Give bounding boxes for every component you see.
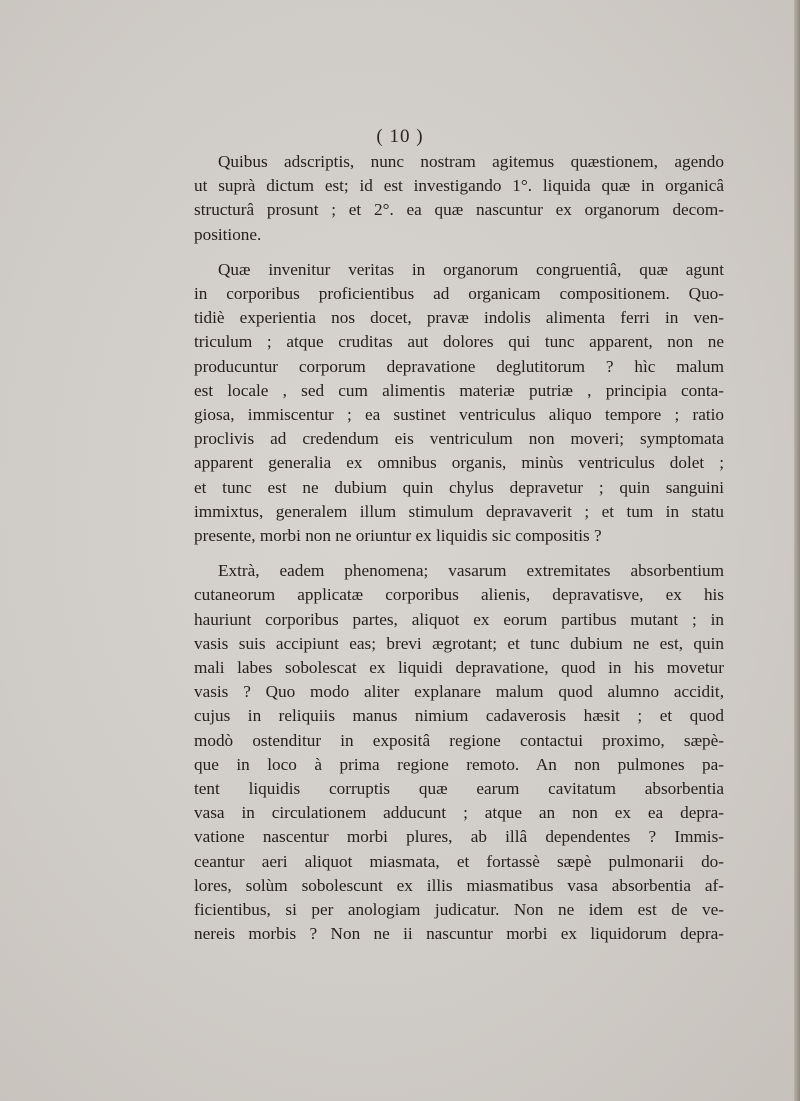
text-line: tent liquidis corruptis quæ earum cavitatum absorbentia — [194, 779, 724, 799]
text-line: lores, solùm sobolescunt ex illis miasmatibus vasa absorbentia af- — [194, 875, 724, 895]
text-line: immixtus, generalem illum stimulum depravaverit ; et tum in statu — [194, 501, 724, 521]
page-edge — [794, 0, 800, 1101]
text-line: nereis morbis ? Non ne ii nascuntur morbi ex liquidorum depra- — [194, 924, 724, 944]
text-line: est locale , sed cum alimentis materiæ putriæ , principia conta- — [194, 380, 724, 400]
text-line: Quibus adscriptis, nunc nostram agitemus quæstionem, agendo — [218, 152, 724, 171]
text-line: proclivis ad credendum eis ventriculum non moveri; symptomata — [194, 429, 724, 449]
paragraph-1 — [194, 150, 724, 247]
text-line: ut suprà dictum est; id est investigando 1°. liquida quæ in organicâ — [194, 176, 724, 196]
text-line: in corporibus proficientibus ad organicam compositionem. Quo- — [194, 284, 724, 304]
text-line: Quæ invenitur veritas in organorum congruentiâ, quæ agunt — [218, 259, 724, 279]
text-line: structurâ prosunt ; et 2°. ea quæ nascuntur ex organorum decom- — [194, 200, 724, 220]
text-line: apparent generalia ex omnibus organis, minùs ventriculus dolet ; — [194, 453, 724, 473]
text-line: Extrà, eadem phenomena; vasarum extremitates absorbentium — [218, 561, 724, 581]
body-text — [194, 150, 724, 947]
text-line: producuntur corporum depravatione deglutitorum ? hìc malum — [194, 356, 724, 376]
text-line: que in loco à prima regione remoto. An non pulmones pa- — [194, 754, 724, 774]
text-line: cujus in reliquiis manus nimium cadaverosis hæsit ; et quod — [194, 706, 724, 726]
text-line: vasis suis accipiunt eas; brevi ægrotant; et tunc dubium ne est, quin — [194, 633, 724, 653]
text-line: mali labes sobolescat ex liquidi depravatione, quod in his movetur — [194, 658, 724, 678]
text-line: et tunc est ne dubium quin chylus depravetur ; quin sanguini — [194, 477, 724, 497]
text-line: vasis ? Quo modo aliter explanare malum quod alumno accidit, — [194, 682, 724, 702]
text-line: presente, morbi non ne oriuntur ex liquidis sic compositis ? — [194, 526, 602, 546]
text-line: cutaneorum applicatæ corporibus alienis, depravatisve, ex his — [194, 585, 724, 605]
text-line: tidiè experientia nos docet, pravæ indolis alimenta ferri in ven- — [194, 308, 724, 328]
text-line: vasa in circulationem adducunt ; atque an non ex ea depra- — [194, 803, 724, 823]
text-line: vatione nascentur morbi plures, ab illâ dependentes ? Immis- — [194, 827, 724, 847]
text-line: positione. — [194, 224, 262, 244]
text-line: hauriunt corporibus partes, aliquot ex eorum partibus mutant ; in — [194, 609, 724, 629]
text-line: ficientibus, si per anologiam judicatur. Non ne idem est de ve- — [194, 900, 724, 920]
page-number: ( 10 ) — [376, 126, 424, 147]
text-line: ceantur aeri aliquot miasmata, et fortassè sæpè pulmonarii do- — [194, 851, 724, 871]
paragraph-2 — [194, 258, 724, 548]
text-line: giosa, immiscentur ; ea sustinet ventriculus aliquo tempore ; ratio — [194, 405, 724, 425]
text-line: modò ostenditur in expositâ regione contactui proximo, sæpè- — [194, 730, 724, 750]
paragraph-3 — [194, 559, 724, 946]
text-line: triculum ; atque cruditas aut dolores qui tunc apparent, non ne — [194, 332, 724, 352]
